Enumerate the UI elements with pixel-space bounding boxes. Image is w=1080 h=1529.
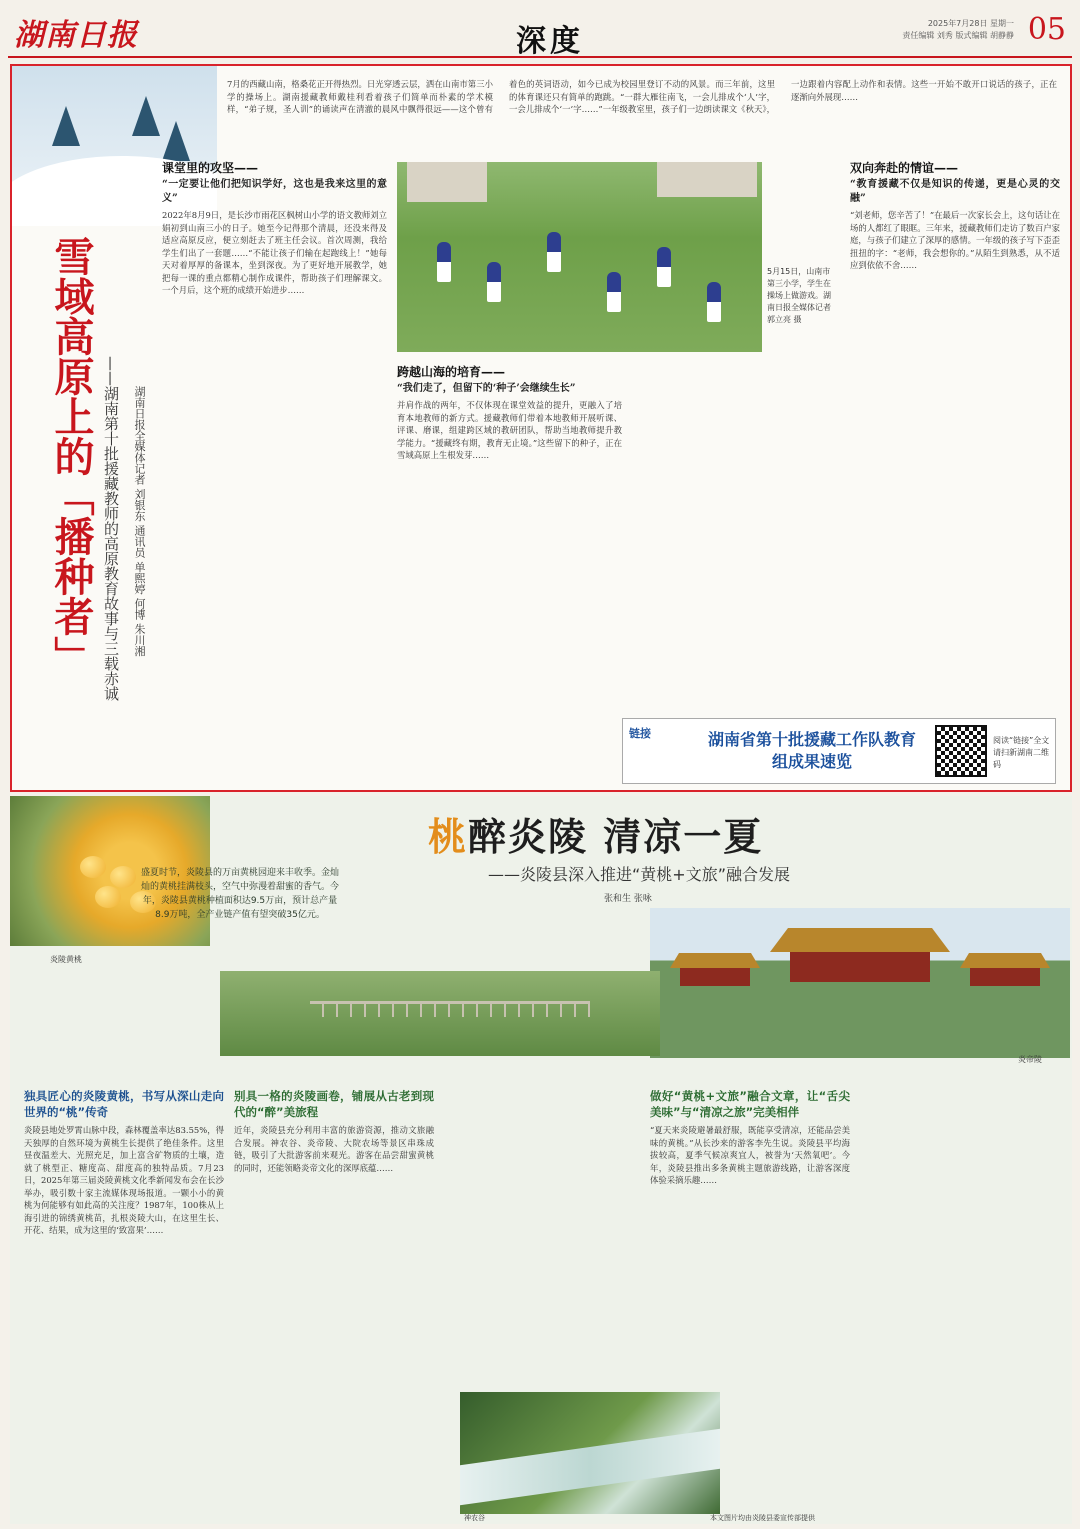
playground-photo bbox=[397, 162, 762, 352]
section-3-text: “刘老师，您辛苦了！”在最后一次家长会上，这句话让在场的人都红了眼眶。三年来，援藏教师们走访了数百户家庭，与孩子们建立了深厚的感情。一年级的孩子写下歪歪扭扭的字：“老师，我会想你的。”从陌生到熟悉，从不适应到依依不舍…… bbox=[850, 210, 1060, 270]
photo-caption: 5月15日，山南市第三小学，学生在操场上做游戏。湖南日报全媒体记者 郭立亮 摄 bbox=[767, 267, 831, 324]
section-2-head: 跨越山海的培育—— bbox=[397, 365, 506, 379]
section-2 bbox=[397, 362, 622, 786]
photo-credit: 本文图片均由炎陵县委宣传部提供 bbox=[710, 1514, 815, 1522]
bottom-section-2 bbox=[234, 1086, 434, 1516]
creek-caption: 神农谷 bbox=[464, 1514, 485, 1522]
creek-photo bbox=[460, 1392, 720, 1514]
bottom-section-3 bbox=[650, 1086, 850, 1386]
newspaper-logo: 湖南日报 bbox=[14, 18, 138, 53]
top-headline: 雪域高原上的「播种者」 bbox=[48, 236, 94, 676]
section-1-sub: “一定要让他们把知识学好，这也是我来这里的意义” bbox=[162, 179, 387, 204]
date-info bbox=[844, 18, 1014, 42]
bottom-section-1 bbox=[24, 1086, 224, 1516]
link-tag: 链接 bbox=[629, 727, 651, 740]
top-article-frame bbox=[10, 64, 1072, 792]
bottom-section-2-head: 别具一格的炎陵画卷，铺展从古老到现代的“醉”美旅程 bbox=[234, 1089, 434, 1119]
masthead bbox=[8, 8, 1072, 58]
bottom-section-3-head: 做好“黄桃+文旅”融合文章，让“舌尖美味”与“清凉之旅”完美相伴 bbox=[650, 1089, 850, 1119]
top-subhead: ——湖南第十批援藏教师的高原教育故事与三载赤诚 bbox=[102, 356, 120, 701]
section-3-sub: “教育援藏不仅是知识的传递，更是心灵的交融” bbox=[850, 179, 1060, 204]
link-title: 湖南省第十批援藏工作队教育组成果速览 bbox=[707, 730, 916, 771]
intro-paragraph: 7月的西藏山南，格桑花正开得热烈。日光穿透云层，洒在山南市第三小学的操场上。湖南援藏教师戴桂利看着孩子们简单而朴素的学术模样，“弟子规，圣人训”的诵读声在清澈的晨风中飘得很远——这个曾有着色的英词语动，如今已成为校园里登订不动的风景。而三年前，这里的体育课还只有简单的跑跳。“一群大雁往南飞，一会儿排成个‘人’字，一会儿排成个‘一’字……”一年级教室里，孩子们一边朗读课文《秋天》，一边跟着内容配上动作和表情。这些一开始不敢开口说话的孩子，正在逐渐向外展现…… bbox=[227, 79, 1057, 114]
section-title: 深度 bbox=[516, 24, 584, 59]
bottom-article bbox=[10, 796, 1072, 1524]
bottom-section-3-text: “夏天来炎陵避暑最舒服，既能享受清凉，还能品尝美味的黄桃。”从长沙来的游客李先生说。炎陵县平均海拔较高，夏季气候凉爽宜人，被誉为‘天然氧吧’。今年，炎陵县推出多条黄桃主题旅游线路，让游客深度体验采摘乐趣…… bbox=[650, 1125, 850, 1185]
landscape-photo bbox=[220, 971, 660, 1056]
peach-caption: 炎陵黄桃 bbox=[50, 955, 82, 964]
bottom-subtitle: ——炎陵县深入推进“黄桃+文旅”融合发展 bbox=[488, 865, 790, 884]
title-rest: 醉炎陵 清凉一夏 bbox=[468, 815, 764, 859]
section-1-head: 课堂里的攻坚—— bbox=[162, 161, 259, 175]
bottom-title bbox=[428, 806, 763, 861]
editor-line: 责任编辑 刘秀 版式编辑 胡静静 bbox=[902, 31, 1014, 40]
bottom-section-2-text: 近年，炎陵县充分利用丰富的旅游资源，推动文旅融合发展。神农谷、炎帝陵、大院农场等景区串珠成链，吸引了大批游客前来观光。游客在品尝甜蜜黄桃的同时，还能领略炎帝文化的深厚底蕴…… bbox=[234, 1125, 434, 1173]
qr-code-icon[interactable] bbox=[935, 725, 987, 777]
section-2-sub: “我们走了，但留下的‘种子’会继续生长” bbox=[397, 383, 576, 394]
section-1 bbox=[162, 158, 387, 786]
page-number: 05 bbox=[1027, 12, 1066, 47]
section-1-text: 2022年8月9日，是长沙市雨花区枫树山小学的语文教师刘立娟初到山南三小的日子。她至今记得那个清晨，还没来得及适应高原反应，便立刻赶去了班主任会议。首次周测，我给学生们出了一套题……“不能让孩子们输在起跑线上！”她每天对着厚厚的备课本，坐到深夜。为了更好地开展教学，她把每一课的重点都精心制作成课件，帮助孩子们理解课文。一个月后，这个班的成绩开始进步…… bbox=[162, 210, 387, 295]
qr-text: 阅读“链接”全文请扫新湖南二维码 bbox=[993, 736, 1050, 769]
bottom-section-1-head: 独具匠心的炎陵黄桃，书写从深山走向世界的“桃”传奇 bbox=[24, 1089, 224, 1119]
date-line: 2025年7月28日 星期一 bbox=[927, 19, 1014, 28]
bottom-section-1-text: 炎陵县地处罗霄山脉中段，森林覆盖率达83.55%，得天独厚的自然环境为黄桃生长提供了绝佳条件。这里昼夜温差大、光照充足，加上富含矿物质的土壤，造就了桃型正、糖度高、甜度高的独特品质。7月23日，2025年第三届炎陵黄桃文化季新闻发布会在长沙举办，吸引数十家主流媒体现场报道。一颗小小的黄桃为何能够有如此高的关注度？1987年，100株从上海引进的锦绣黄桃苗，扎根炎陵大山，在这里生长、开花、结果，成为这里的‘致富果’…… bbox=[24, 1125, 224, 1235]
section-3-head: 双向奔赴的情谊—— bbox=[850, 161, 959, 175]
title-accent: 桃 bbox=[428, 815, 469, 859]
section-2-text: 并肩作战的两年，不仅体现在课堂效益的提升，更融入了培育本地教师的新方式。援藏教师们带着本地教师开展听课、评课、磨课，组建跨区域的教研团队，帮助当地教师提升教学能力。“援藏终有期，教育无止境。”这些留下的种子，正在雪域高原上生根发芽…… bbox=[397, 400, 622, 460]
top-byline: 湖南日报全媒体记者 刘银东 通讯员 单熙婷 何博 朱川湘 bbox=[133, 386, 146, 657]
temple-caption: 炎帝陵 bbox=[1018, 1055, 1042, 1064]
link-box[interactable] bbox=[622, 718, 1056, 784]
temple-photo bbox=[650, 908, 1070, 1058]
section-3 bbox=[850, 158, 1060, 708]
bottom-byline: 张和生 张咏 bbox=[604, 894, 652, 904]
bottom-intro: 盛夏时节，炎陵县的万亩黄桃园迎来丰收季。金灿灿的黄桃挂满枝头，空气中弥漫着甜蜜的香气。今年，炎陵县黄桃种植面积达9.5万亩，预计总产量8.9万吨，全产业链产值有望突破35亿元。 bbox=[140, 868, 339, 920]
